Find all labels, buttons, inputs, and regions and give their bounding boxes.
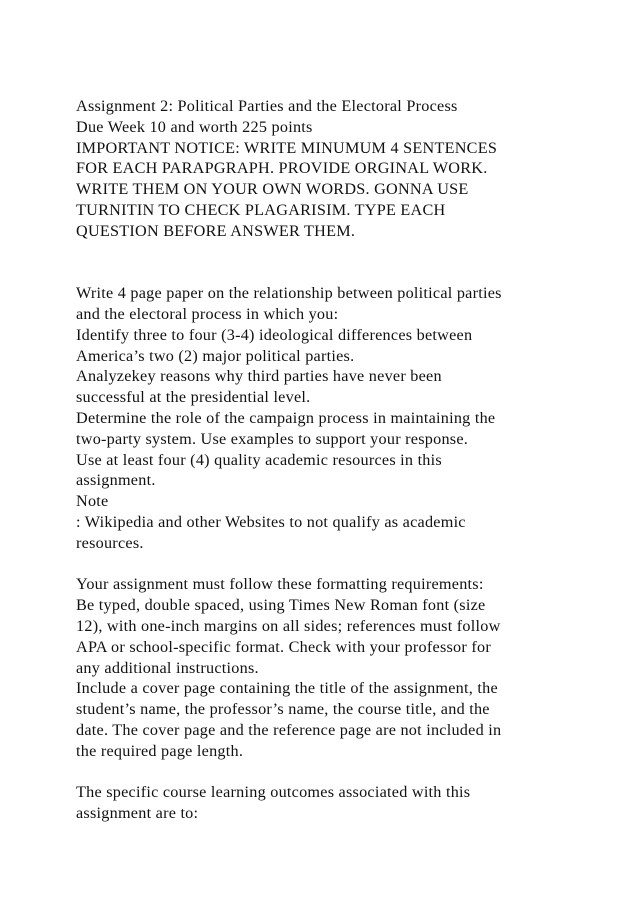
assignment-header <box>76 96 576 242</box>
assignment-title: Assignment 2: Political Parties and the Electoral Process <box>76 97 458 115</box>
spacer <box>76 554 576 575</box>
note-text: resources. <box>76 533 144 552</box>
paragraph-line: student’s name, the professor’s name, the course title, and the <box>76 700 490 719</box>
requirement-line: successful at the presidential level. <box>76 388 311 407</box>
paragraph-line: APA or school-specific format. Check with your professor for <box>76 637 491 656</box>
paragraph-line: Write 4 page paper on the relationship between political parties <box>76 284 502 303</box>
note-label: Note <box>76 492 109 511</box>
paragraph-line: The specific course learning outcomes associated with this <box>76 783 471 802</box>
paragraph-line: the required page length. <box>76 741 244 760</box>
instructions-paragraph <box>76 283 576 553</box>
formatting-paragraph <box>76 574 576 761</box>
notice-line: QUESTION BEFORE ANSWER THEM. <box>76 221 356 240</box>
requirement-line: Use at least four (4) quality academic resources in this <box>76 450 442 469</box>
paragraph-line: Include a cover page containing the title of the assignment, the <box>76 679 498 698</box>
requirement-line: assignment. <box>76 471 156 490</box>
spacer <box>76 242 576 284</box>
notice-line: FOR EACH PARAPGRAPH. PROVIDE ORGINAL WORK. <box>76 159 488 178</box>
paragraph-line: any additional instructions. <box>76 658 259 677</box>
requirement-line: America’s two (2) major political parties. <box>76 346 355 365</box>
paragraph-line: Your assignment must follow these formatting requirements: <box>76 575 484 594</box>
paragraph-line: and the electoral process in which you: <box>76 304 339 323</box>
paragraph-line: 12), with one-inch margins on all sides; references must follow <box>76 616 501 635</box>
requirement-line: Determine the role of the campaign process in maintaining the <box>76 408 496 427</box>
notice-line: IMPORTANT NOTICE: WRITE MINUMUM 4 SENTENCES <box>76 138 498 157</box>
document-body <box>76 96 576 824</box>
requirement-line: Analyzekey reasons why third parties have never been <box>76 367 442 386</box>
requirement-line: Identify three to four (3-4) ideological differences between <box>76 325 473 344</box>
paragraph-line: date. The cover page and the reference page are not included in <box>76 720 502 739</box>
paragraph-line: assignment are to: <box>76 804 199 823</box>
notice-line: WRITE THEM ON YOUR OWN WORDS. GONNA USE <box>76 180 469 199</box>
requirement-line: two-party system. Use examples to support your response. <box>76 429 469 448</box>
spacer <box>76 762 576 783</box>
note-text: : Wikipedia and other Websites to not qualify as academic <box>76 512 466 531</box>
notice-line: TURNITIN TO CHECK PLAGARISIM. TYPE EACH <box>76 200 446 219</box>
outcomes-paragraph <box>76 782 576 824</box>
paragraph-line: Be typed, double spaced, using Times New Roman font (size <box>76 596 486 615</box>
due-date-line: Due Week 10 and worth 225 points <box>76 117 313 136</box>
